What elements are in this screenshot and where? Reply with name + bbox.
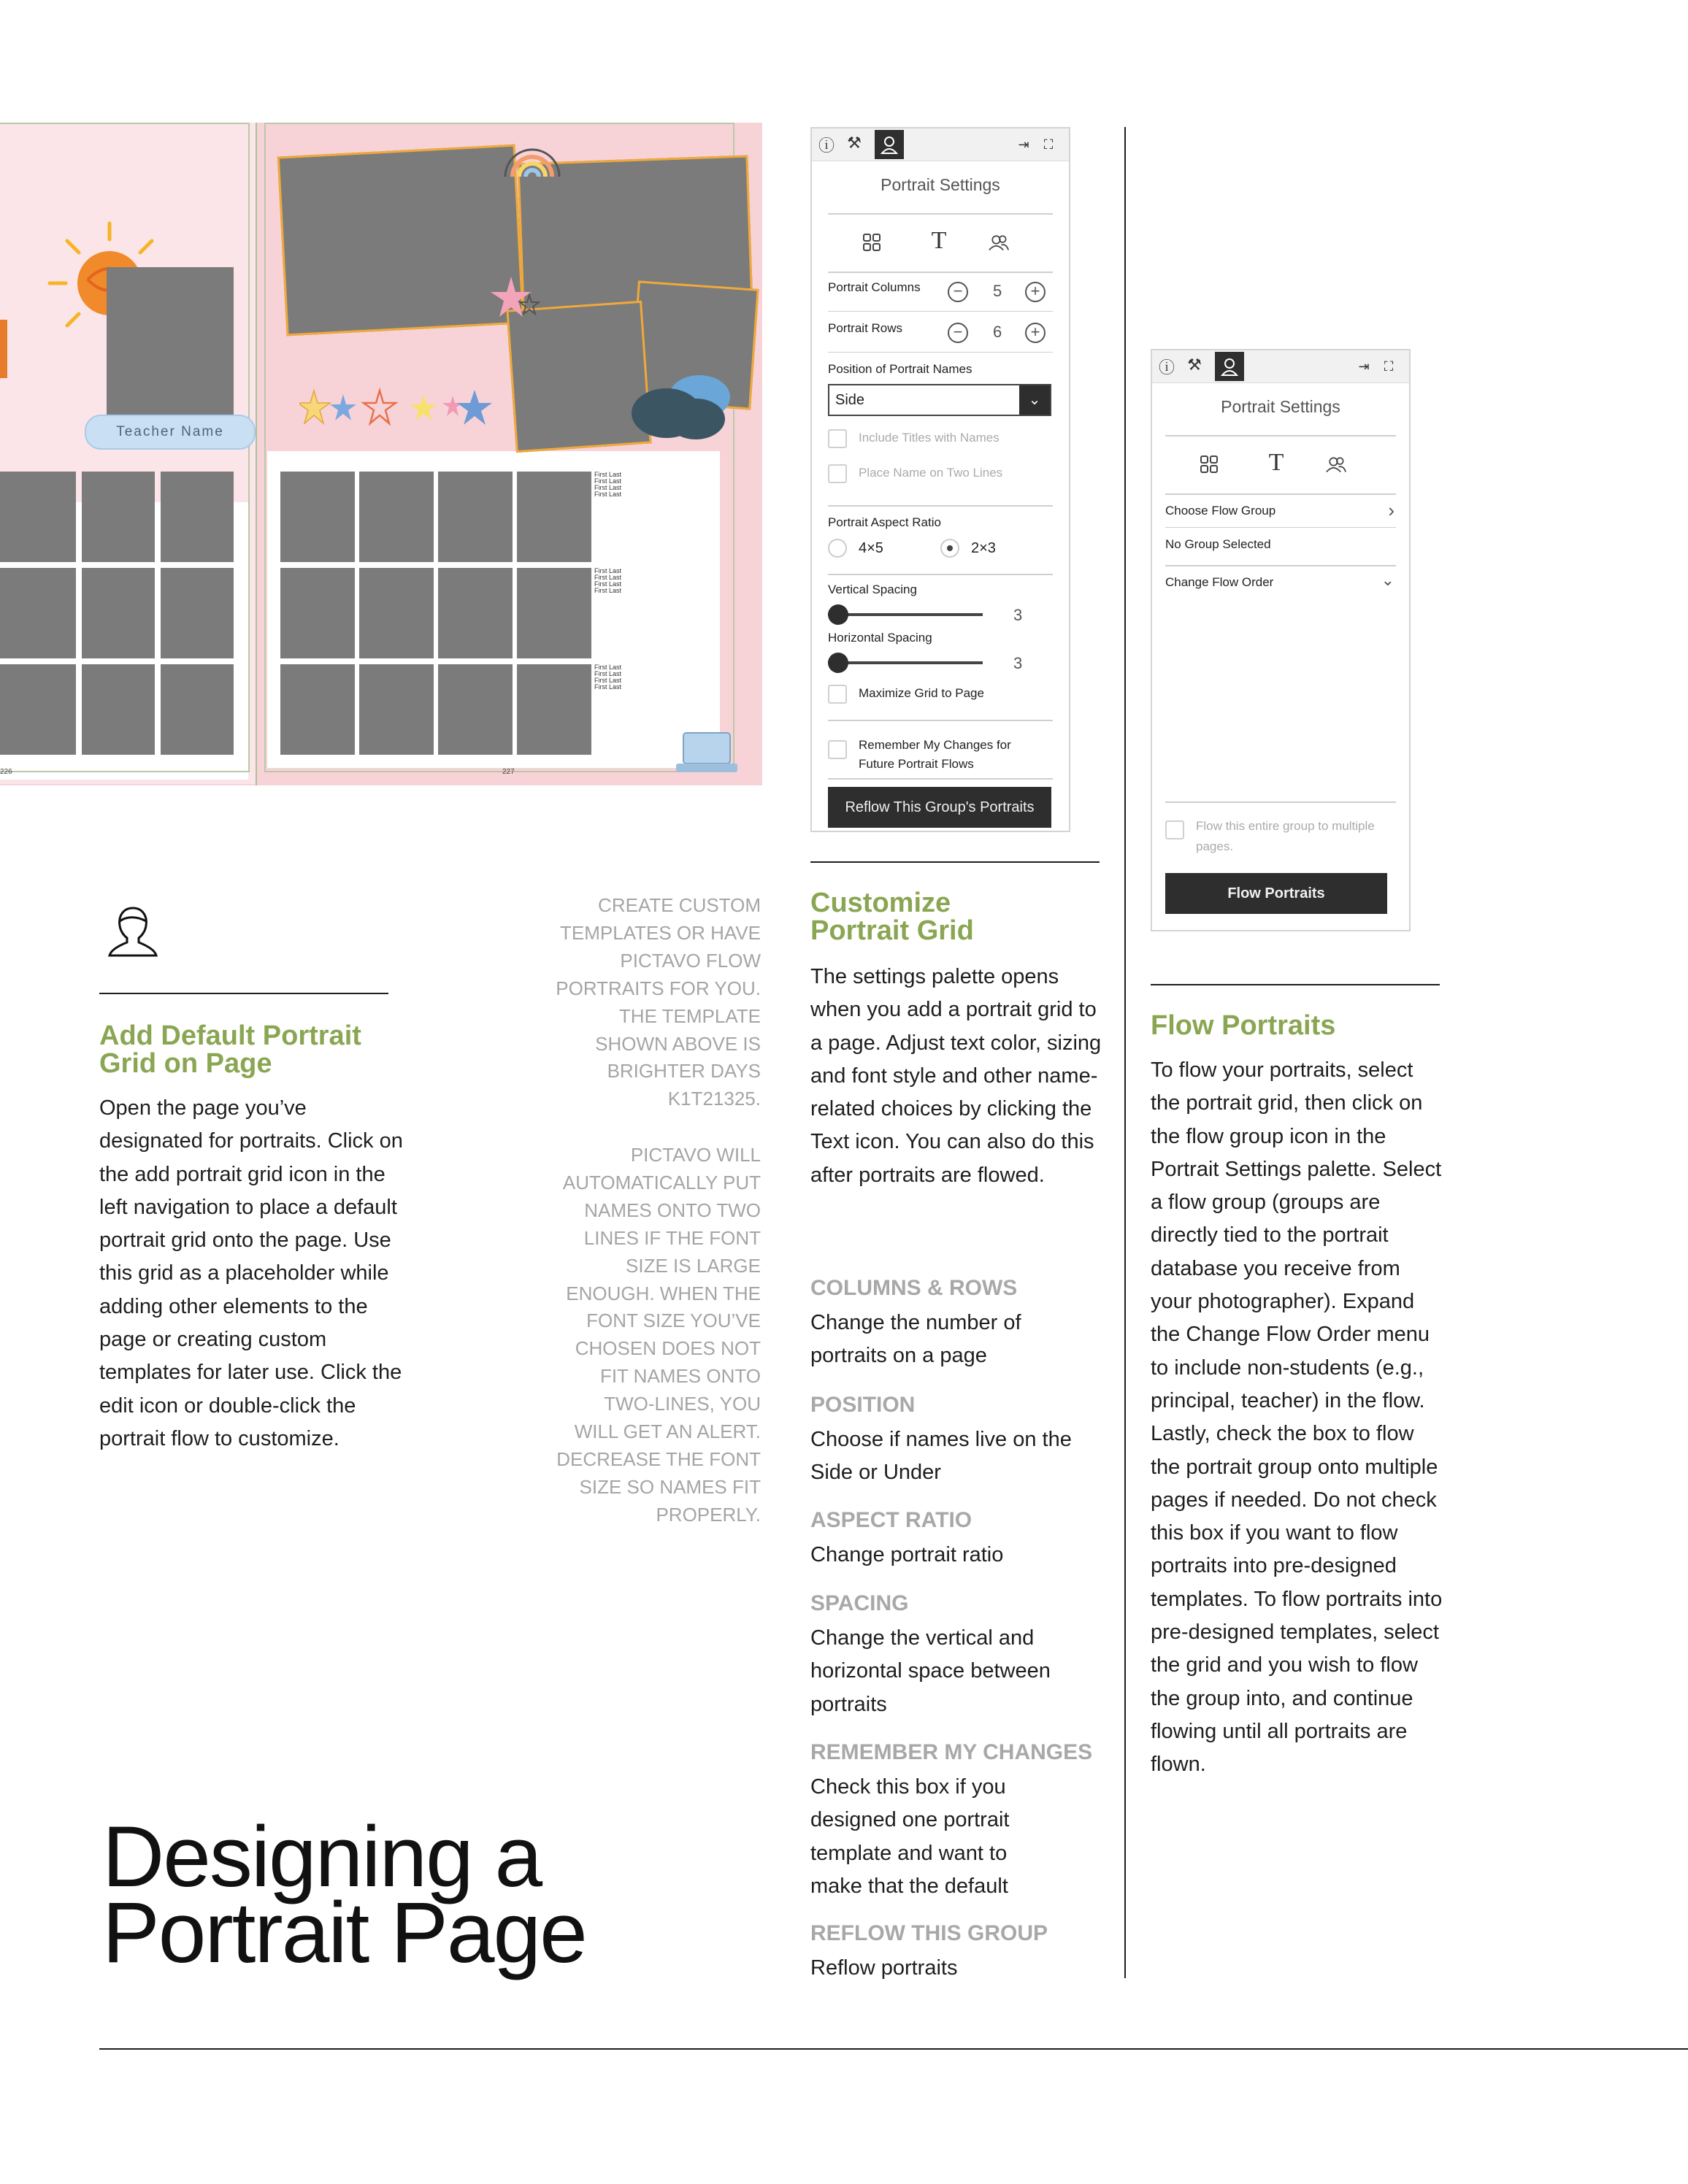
portrait-placeholder — [438, 472, 513, 562]
columns-increase-button[interactable]: + — [1025, 282, 1046, 302]
rows-increase-button[interactable]: + — [1025, 323, 1046, 343]
change-flow-order-row[interactable] — [1165, 568, 1396, 597]
portrait-placeholder — [161, 664, 234, 755]
aspect-4x5-label: 4×5 — [859, 540, 883, 556]
text-icon[interactable]: T — [931, 227, 947, 254]
expand-icon[interactable]: ⛶ — [1384, 358, 1394, 374]
page-title — [102, 1809, 586, 1981]
rows-label: Portrait Rows — [828, 321, 903, 335]
remember-changes-label: Remember My Changes for Future Portrait Flows — [859, 738, 1011, 771]
portrait-placeholder — [517, 664, 591, 755]
portrait-placeholder — [0, 568, 76, 658]
include-titles-checkbox[interactable] — [828, 429, 847, 448]
text-icon[interactable]: T — [1268, 449, 1284, 476]
flow-portraits-button[interactable]: Flow Portraits — [1165, 873, 1387, 914]
spine-line — [256, 123, 257, 785]
page-title-line1: Designing a — [102, 1809, 542, 1905]
rows-decrease-button[interactable]: − — [948, 323, 968, 343]
divider — [1165, 565, 1396, 566]
columns-label: Portrait Columns — [828, 280, 921, 294]
expand-icon[interactable]: ⛶ — [1043, 136, 1054, 152]
flow-entire-group-checkbox[interactable] — [1165, 820, 1184, 839]
yearbook-spread-preview — [0, 123, 762, 785]
change-flow-order-label: Change Flow Order — [1165, 575, 1274, 589]
portrait-settings-palette — [810, 127, 1070, 832]
no-group-selected-label: No Group Selected — [1165, 537, 1271, 551]
divider — [1165, 435, 1396, 437]
aspect-4x5-radio[interactable] — [828, 539, 847, 558]
portrait-placeholder — [0, 472, 76, 562]
page-title-line2: Portrait Page — [102, 1885, 586, 1981]
horizontal-spacing-value: 3 — [1013, 654, 1023, 672]
portrait-name-list: First Last First Last First Last First Last — [594, 567, 622, 594]
portrait-placeholder — [517, 472, 591, 562]
horizontal-spacing-track[interactable] — [828, 661, 983, 664]
chevron-right-icon: › — [1388, 499, 1394, 521]
stars-sticker — [299, 387, 518, 431]
portrait-placeholder — [280, 568, 355, 658]
teacher-name-cloud — [85, 415, 256, 450]
laptop-sticker — [675, 728, 740, 777]
flow-portraits-body: To flow your portraits, select the portrait grid, then click on the flow group icon in the Portrait Settings palette. Select a flow group (groups are directly tied to the portrait database you receive from your photographer). Expand the Change Flow Order menu to include non-students (e.g., principal, teacher) in the flow. Lastly, check the box to flow the portrait group onto multiple pages if needed. Do not check this box if you want to flow portraits into pre-designed templates. To flow portraits into pre-designed templates, select the grid and you wish to flow the group into, and continue flowing until all portraits are flown. — [1151, 1058, 1443, 1777]
add-default-grid-heading: Add Default Portrait Grid on Page — [99, 1020, 361, 1079]
portrait-placeholder — [438, 664, 513, 755]
portrait-placeholder — [359, 664, 434, 755]
divider — [828, 272, 1053, 273]
position-select[interactable] — [828, 384, 1051, 416]
section-rule — [1151, 984, 1440, 985]
pink-star-sticker — [489, 273, 548, 331]
wand-icon[interactable]: ⚒ — [1187, 355, 1202, 374]
grid-icon[interactable] — [1199, 454, 1219, 474]
vertical-spacing-thumb[interactable] — [828, 604, 848, 625]
divider — [1165, 493, 1396, 495]
columns-decrease-button[interactable]: − — [948, 282, 968, 302]
page-number-left: 226 — [0, 768, 12, 776]
collage-photo — [277, 145, 524, 337]
subhead-position: POSITION — [810, 1393, 916, 1417]
two-lines-checkbox[interactable] — [828, 464, 847, 483]
portrait-placeholder — [359, 472, 434, 562]
subhead-columns-rows: COLUMNS & ROWS — [810, 1276, 1018, 1300]
text-aspect-ratio: Change portrait ratio — [810, 1543, 1004, 1566]
text-position: Choose if names live on the Side or Under — [810, 1428, 1072, 1485]
people-icon[interactable] — [989, 232, 1009, 253]
portrait-icon[interactable] — [875, 130, 904, 159]
portrait-icon[interactable] — [1215, 352, 1244, 381]
flow-in-icon[interactable]: ⇥ — [1358, 358, 1370, 374]
info-icon[interactable]: ⓘ — [818, 136, 835, 155]
portrait-placeholder — [280, 472, 355, 562]
vertical-spacing-value: 3 — [1013, 606, 1023, 624]
divider — [1165, 801, 1396, 803]
column-divider — [1124, 127, 1126, 1978]
info-icon[interactable]: ⓘ — [1158, 358, 1175, 377]
portrait-placeholder — [517, 568, 591, 658]
divider — [828, 574, 1053, 575]
text-spacing: Change the vertical and horizontal space between portraits — [810, 1626, 1051, 1716]
section-rule — [99, 993, 388, 994]
side-note-two-lines: PICTAVO WILL AUTOMATICALLY PUT NAMES ONTO TWO LINES IF THE FONT SIZE IS LARGE ENOUGH. WHEN THE FONT SIZE YOU’VE CHOSEN DOES NOT FIT NAMES ONTO TWO-LINES, YOU WILL GET AN ALERT. DECREASE THE FONT SIZE SO NAMES FIT PROPERLY. — [556, 1144, 761, 1526]
vertical-spacing-label: Vertical Spacing — [828, 582, 917, 596]
divider — [828, 213, 1053, 215]
palette-toolbar — [812, 128, 1069, 161]
grid-icon[interactable] — [862, 232, 882, 253]
divider — [828, 778, 1053, 780]
divider — [828, 720, 1053, 721]
chevron-down-icon: ⌄ — [1381, 571, 1394, 589]
portrait-person-icon — [104, 902, 162, 961]
maximize-grid-checkbox[interactable] — [828, 685, 847, 704]
divider — [1165, 527, 1396, 528]
reflow-group-button[interactable]: Reflow This Group's Portraits — [828, 787, 1051, 828]
divider — [828, 352, 1053, 353]
left-page-photo-edge — [0, 320, 7, 378]
cloud-sticker — [626, 368, 751, 448]
people-icon[interactable] — [1326, 454, 1346, 474]
aspect-2x3-label: 2×3 — [971, 540, 996, 556]
flow-portraits-palette — [1151, 349, 1411, 931]
text-reflow: Reflow portraits — [810, 1956, 958, 1980]
aspect-2x3-radio[interactable] — [940, 539, 959, 558]
portrait-placeholder — [359, 568, 434, 658]
portrait-placeholder — [280, 664, 355, 755]
position-label: Position of Portrait Names — [828, 362, 972, 376]
subhead-spacing: SPACING — [810, 1591, 909, 1615]
teacher-name-label: Teacher Name — [116, 424, 224, 439]
subhead-aspect-ratio: ASPECT RATIO — [810, 1508, 972, 1532]
portrait-placeholder — [161, 568, 234, 658]
page-number-right: 227 — [502, 768, 515, 776]
columns-value: 5 — [993, 282, 1002, 300]
vertical-spacing-track[interactable] — [828, 613, 983, 616]
wand-icon[interactable]: ⚒ — [847, 134, 862, 152]
flow-portraits-heading: Flow Portraits — [1151, 1010, 1336, 1041]
subhead-remember: REMEMBER MY CHANGES — [810, 1740, 1093, 1764]
flow-in-icon[interactable]: ⇥ — [1018, 136, 1029, 152]
customize-grid-intro: The settings palette opens when you add a portrait grid to a page. Adjust text color, sizing and font style and other name-related choices by clicking the Text icon. You can also do this after portraits are flowed. — [810, 965, 1102, 1187]
add-default-grid-body: Open the page you’ve designated for portraits. Click on the add portrait grid icon in the left navigation to place a default portrait grid onto the page. Use this grid as a placeholder while adding other elements to the page or creating custom templates for later use. Click the edit icon or double-click the portrait flow to customize. — [99, 1096, 403, 1450]
portrait-name-list: First Last First Last First Last First Last — [594, 471, 622, 498]
position-select-value: Side — [835, 392, 865, 408]
rainbow-sticker — [499, 136, 565, 180]
footer-rule — [99, 2048, 1688, 2050]
choose-flow-group-label: Choose Flow Group — [1165, 504, 1276, 518]
rows-value: 6 — [993, 323, 1002, 341]
choose-flow-group-row[interactable] — [1165, 496, 1396, 526]
remember-changes-checkbox[interactable] — [828, 740, 847, 759]
subhead-reflow: REFLOW THIS GROUP — [810, 1921, 1048, 1945]
customize-grid-heading: Customize Portrait Grid — [810, 888, 974, 946]
side-note-templates: CREATE CUSTOM TEMPLATES OR HAVE PICTAVO FLOW PORTRAITS FOR YOU. THE TEMPLATE SHOWN ABOVE IS BRIGHTER DAYS K1T21325. — [556, 894, 761, 1110]
portrait-name-list: First Last First Last First Last First Last — [594, 664, 622, 691]
include-titles-label: Include Titles with Names — [859, 431, 1000, 445]
portrait-placeholder — [82, 664, 155, 755]
portrait-placeholder — [161, 472, 234, 562]
divider — [828, 505, 1053, 507]
palette-title: Portrait Settings — [1221, 397, 1340, 416]
palette-toolbar — [1152, 350, 1409, 383]
portrait-placeholder — [82, 472, 155, 562]
portrait-placeholder — [0, 664, 76, 755]
maximize-grid-label: Maximize Grid to Page — [859, 686, 984, 700]
aspect-label: Portrait Aspect Ratio — [828, 515, 941, 529]
text-remember: Check this box if you designed one portrait template and want to make that the default — [810, 1775, 1010, 1898]
horizontal-spacing-thumb[interactable] — [828, 653, 848, 673]
divider — [828, 311, 1053, 312]
horizontal-spacing-label: Horizontal Spacing — [828, 631, 932, 645]
portrait-placeholder — [82, 568, 155, 658]
palette-title: Portrait Settings — [881, 175, 1000, 194]
two-lines-label: Place Name on Two Lines — [859, 466, 1003, 480]
section-rule — [810, 861, 1100, 863]
flow-entire-group-label: Flow this entire group to multiple pages. — [1196, 819, 1375, 853]
portrait-placeholder — [438, 568, 513, 658]
text-columns-rows: Change the number of portraits on a page — [810, 1311, 1021, 1368]
chevron-down-icon[interactable]: ⌄ — [1019, 385, 1050, 415]
teacher-photo-placeholder — [107, 267, 234, 418]
